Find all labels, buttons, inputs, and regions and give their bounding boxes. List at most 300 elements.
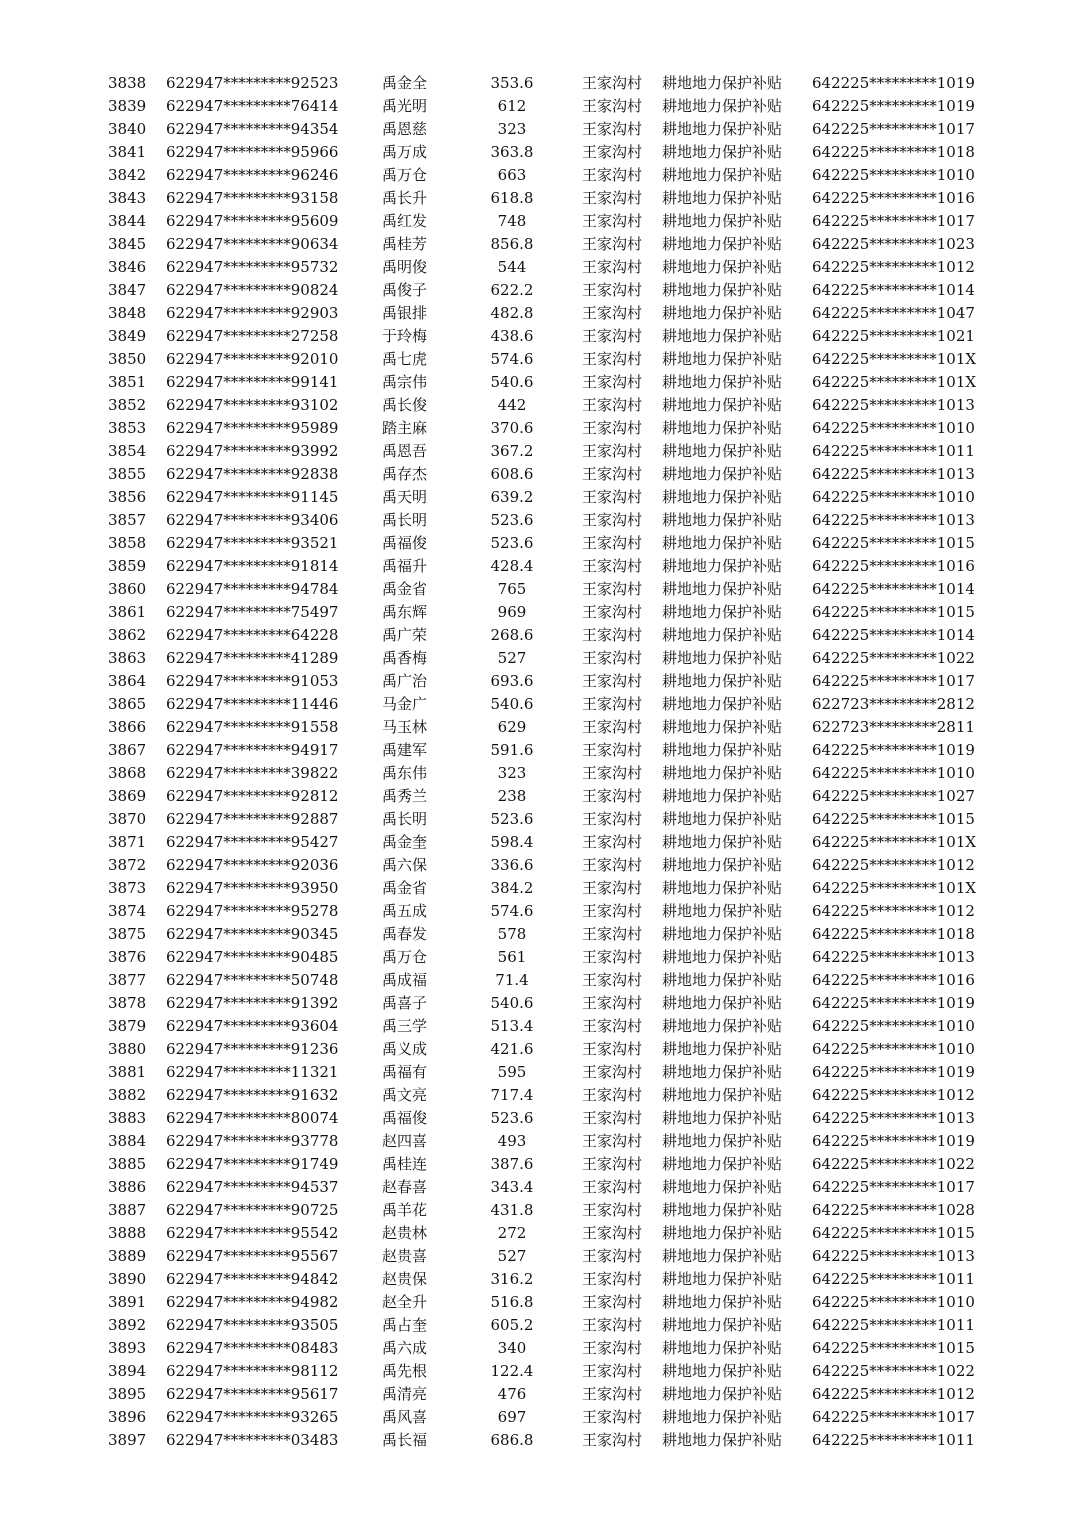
left-margin-cell [0,969,108,992]
village-cell: 王家沟村 [582,1316,643,1334]
id-number-cell: 642225*********1019 [812,74,975,92]
amount-cell: 513.4 [490,1017,534,1035]
subsidy-item-cell: 耕地地力保护补贴 [662,1247,783,1265]
village-cell: 王家沟村 [582,120,643,138]
name-cell: 禹广治 [382,672,428,690]
village-cell: 王家沟村 [582,350,643,368]
left-margin-cell [0,1222,108,1245]
spacer-cell [542,1038,582,1061]
id-number-cell: 622723*********2812 [812,695,975,713]
left-margin-cell [0,693,108,716]
amount-cell: 969 [497,603,527,621]
amount-cell: 639.2 [490,488,534,506]
left-margin-cell [0,946,108,969]
subsidy-item-cell: 耕地地力保护补贴 [662,396,783,414]
id-number-cell: 642225*********1012 [812,1385,975,1403]
name-cell: 马金广 [382,695,428,713]
subsidy-item-cell: 耕地地力保护补贴 [662,649,783,667]
spacer-cell [542,256,582,279]
name-cell: 禹六成 [382,1339,428,1357]
bank-account-cell: 622947*********94842 [166,1270,339,1288]
name-cell: 禹金省 [382,879,428,897]
left-margin-cell [0,509,108,532]
table-row [0,1176,1074,1199]
spacer-cell [542,1199,582,1222]
left-margin-cell [0,716,108,739]
spacer-cell [542,348,582,371]
table-row [0,348,1074,371]
name-cell: 禹俊子 [382,281,428,299]
row-number: 3854 [108,442,147,460]
amount-cell: 336.6 [490,856,534,874]
amount-cell: 605.2 [490,1316,534,1334]
amount-cell: 598.4 [490,833,534,851]
table-row [0,854,1074,877]
amount-cell: 697 [497,1408,527,1426]
spacer-cell [542,624,582,647]
id-number-cell: 642225*********1011 [812,1270,975,1288]
name-cell: 禹红发 [382,212,428,230]
bank-account-cell: 622947*********50748 [166,971,339,989]
table-row [0,808,1074,831]
row-number: 3878 [108,994,147,1012]
spacer-cell [542,164,582,187]
village-cell: 王家沟村 [582,373,643,391]
spacer-cell [542,1222,582,1245]
left-margin-cell [0,1015,108,1038]
name-cell: 赵四喜 [382,1132,428,1150]
spacer-cell [542,1383,582,1406]
table-row [0,1360,1074,1383]
bank-account-cell: 622947*********91632 [166,1086,339,1104]
table-row [0,164,1074,187]
id-number-cell: 642225*********1022 [812,1155,975,1173]
village-cell: 王家沟村 [582,1385,643,1403]
village-cell: 王家沟村 [582,810,643,828]
bank-account-cell: 622947*********93992 [166,442,339,460]
table-row [0,670,1074,693]
table-row [0,1015,1074,1038]
amount-cell: 340 [497,1339,527,1357]
name-cell: 赵贵林 [382,1224,428,1242]
spacer-cell [542,279,582,302]
village-cell: 王家沟村 [582,1040,643,1058]
name-cell: 禹建军 [382,741,428,759]
table-row [0,1268,1074,1291]
subsidy-item-cell: 耕地地力保护补贴 [662,1270,783,1288]
subsidy-item-cell: 耕地地力保护补贴 [662,879,783,897]
amount-cell: 595 [497,1063,527,1081]
bank-account-cell: 622947*********95278 [166,902,339,920]
row-number: 3869 [108,787,147,805]
bank-account-cell: 622947*********92523 [166,74,339,92]
left-margin-cell [0,1383,108,1406]
left-margin-cell [0,1130,108,1153]
left-margin-cell [0,1337,108,1360]
spacer-cell [542,118,582,141]
village-cell: 王家沟村 [582,189,643,207]
bank-account-cell: 622947*********93950 [166,879,339,897]
spacer-cell [542,969,582,992]
subsidy-item-cell: 耕地地力保护补贴 [662,902,783,920]
id-number-cell: 642225*********1013 [812,1109,975,1127]
table-row [0,969,1074,992]
subsidy-item-cell: 耕地地力保护补贴 [662,925,783,943]
village-cell: 王家沟村 [582,879,643,897]
left-margin-cell [0,164,108,187]
spacer-cell [542,463,582,486]
table-row [0,992,1074,1015]
amount-cell: 71.4 [495,971,529,989]
bank-account-cell: 622947*********94982 [166,1293,339,1311]
bank-account-cell: 622947*********94537 [166,1178,339,1196]
name-cell: 禹长明 [382,511,428,529]
subsidy-item-cell: 耕地地力保护补贴 [662,1132,783,1150]
village-cell: 王家沟村 [582,1408,643,1426]
spacer-cell [542,1268,582,1291]
village-cell: 王家沟村 [582,1293,643,1311]
bank-account-cell: 622947*********11321 [166,1063,339,1081]
subsidy-item-cell: 耕地地力保护补贴 [662,120,783,138]
amount-cell: 476 [497,1385,527,1403]
left-margin-cell [0,831,108,854]
row-number: 3894 [108,1362,147,1380]
left-margin-cell [0,739,108,762]
subsidy-item-cell: 耕地地力保护补贴 [662,1017,783,1035]
left-margin-cell [0,486,108,509]
village-cell: 王家沟村 [582,166,643,184]
row-number: 3858 [108,534,147,552]
row-number: 3844 [108,212,147,230]
amount-cell: 748 [497,212,527,230]
row-number: 3881 [108,1063,147,1081]
name-cell: 禹福俊 [382,1109,428,1127]
name-cell: 禹万成 [382,143,428,161]
spacer-cell [542,1314,582,1337]
bank-account-cell: 622947*********92903 [166,304,339,322]
id-number-cell: 642225*********1023 [812,235,975,253]
row-number: 3841 [108,143,147,161]
name-cell: 赵春喜 [382,1178,428,1196]
subsidy-item-cell: 耕地地力保护补贴 [662,764,783,782]
subsidy-item-cell: 耕地地力保护补贴 [662,1408,783,1426]
amount-cell: 693.6 [490,672,534,690]
name-cell: 禹天明 [382,488,428,506]
subsidy-item-cell: 耕地地力保护补贴 [662,488,783,506]
bank-account-cell: 622947*********90725 [166,1201,339,1219]
left-margin-cell [0,785,108,808]
village-cell: 王家沟村 [582,1339,643,1357]
subsidy-item-cell: 耕地地力保护补贴 [662,626,783,644]
subsidy-item-cell: 耕地地力保护补贴 [662,419,783,437]
spacer-cell [542,1084,582,1107]
left-margin-cell [0,877,108,900]
name-cell: 禹成福 [382,971,428,989]
amount-cell: 316.2 [490,1270,534,1288]
bank-account-cell: 622947*********03483 [166,1431,339,1449]
bank-account-cell: 622947*********90634 [166,235,339,253]
bank-account-cell: 622947*********95427 [166,833,339,851]
spacer-cell [542,1107,582,1130]
bank-account-cell: 622947*********41289 [166,649,339,667]
amount-cell: 370.6 [490,419,534,437]
subsidy-item-cell: 耕地地力保护补贴 [662,580,783,598]
row-number: 3868 [108,764,147,782]
bank-account-cell: 622947*********91236 [166,1040,339,1058]
table-row [0,440,1074,463]
name-cell: 禹六保 [382,856,428,874]
village-cell: 王家沟村 [582,534,643,552]
subsidy-item-cell: 耕地地力保护补贴 [662,695,783,713]
id-number-cell: 642225*********1019 [812,741,975,759]
subsidy-item-cell: 耕地地力保护补贴 [662,971,783,989]
amount-cell: 523.6 [490,534,534,552]
row-number: 3855 [108,465,147,483]
id-number-cell: 642225*********1016 [812,189,975,207]
village-cell: 王家沟村 [582,212,643,230]
bank-account-cell: 622947*********96246 [166,166,339,184]
left-margin-cell [0,1291,108,1314]
name-cell: 禹羊花 [382,1201,428,1219]
spacer-cell [542,854,582,877]
village-cell: 王家沟村 [582,1178,643,1196]
amount-cell: 578 [497,925,527,943]
name-cell: 禹文亮 [382,1086,428,1104]
left-margin-cell [0,141,108,164]
bank-account-cell: 622947*********92887 [166,810,339,828]
subsidy-item-cell: 耕地地力保护补贴 [662,718,783,736]
left-margin-cell [0,95,108,118]
table-row [0,394,1074,417]
id-number-cell: 642225*********1010 [812,1017,975,1035]
id-number-cell: 642225*********1016 [812,557,975,575]
id-number-cell: 642225*********1019 [812,994,975,1012]
row-number: 3857 [108,511,147,529]
left-margin-cell [0,210,108,233]
spacer-cell [542,1429,582,1452]
table-row [0,1222,1074,1245]
id-number-cell: 642225*********1028 [812,1201,975,1219]
village-cell: 王家沟村 [582,1431,643,1449]
village-cell: 王家沟村 [582,1132,643,1150]
row-number: 3892 [108,1316,147,1334]
id-number-cell: 642225*********101X [812,879,977,897]
row-number: 3872 [108,856,147,874]
row-number: 3890 [108,1270,147,1288]
amount-cell: 544 [497,258,527,276]
spacer-cell [542,187,582,210]
village-cell: 王家沟村 [582,304,643,322]
amount-cell: 523.6 [490,511,534,529]
left-margin-cell [0,233,108,256]
bank-account-cell: 622947*********76414 [166,97,339,115]
name-cell: 禹长俊 [382,396,428,414]
spacer-cell [542,1291,582,1314]
table-row [0,900,1074,923]
subsidy-item-cell: 耕地地力保护补贴 [662,143,783,161]
left-margin-cell [0,1153,108,1176]
row-number: 3888 [108,1224,147,1242]
left-margin-cell [0,808,108,831]
id-number-cell: 642225*********1019 [812,1063,975,1081]
spacer-cell [542,532,582,555]
spacer-cell [542,1153,582,1176]
subsidy-item-cell: 耕地地力保护补贴 [662,442,783,460]
name-cell: 赵全升 [382,1293,428,1311]
amount-cell: 353.6 [490,74,534,92]
id-number-cell: 642225*********1011 [812,1431,975,1449]
left-margin-cell [0,463,108,486]
table-row [0,141,1074,164]
amount-cell: 343.4 [490,1178,534,1196]
spacer-cell [542,716,582,739]
table-row [0,1199,1074,1222]
bank-account-cell: 622947*********95567 [166,1247,339,1265]
amount-cell: 421.6 [490,1040,534,1058]
table-row [0,72,1074,95]
village-cell: 王家沟村 [582,1155,643,1173]
bank-account-cell: 622947*********93406 [166,511,339,529]
id-number-cell: 642225*********1010 [812,488,975,506]
left-margin-cell [0,923,108,946]
bank-account-cell: 622947*********99141 [166,373,339,391]
table-row [0,371,1074,394]
row-number: 3845 [108,235,147,253]
id-number-cell: 642225*********1012 [812,902,975,920]
row-number: 3852 [108,396,147,414]
id-number-cell: 642225*********1012 [812,856,975,874]
subsidy-item-cell: 耕地地力保护补贴 [662,557,783,575]
village-cell: 王家沟村 [582,603,643,621]
table-row [0,256,1074,279]
table-row [0,325,1074,348]
id-number-cell: 642225*********1017 [812,672,975,690]
bank-account-cell: 622947*********95617 [166,1385,339,1403]
name-cell: 禹万仓 [382,166,428,184]
left-margin-cell [0,1061,108,1084]
subsidy-item-cell: 耕地地力保护补贴 [662,212,783,230]
spacer-cell [542,141,582,164]
id-number-cell: 642225*********1017 [812,1408,975,1426]
row-number: 3850 [108,350,147,368]
row-number: 3838 [108,74,147,92]
row-number: 3889 [108,1247,147,1265]
subsidy-item-cell: 耕地地力保护补贴 [662,856,783,874]
row-number: 3846 [108,258,147,276]
bank-account-cell: 622947*********95542 [166,1224,339,1242]
subsidy-item-cell: 耕地地力保护补贴 [662,833,783,851]
spacer-cell [542,302,582,325]
village-cell: 王家沟村 [582,925,643,943]
table-row [0,187,1074,210]
id-number-cell: 642225*********1019 [812,97,975,115]
row-number: 3853 [108,419,147,437]
subsidy-item-cell: 耕地地力保护补贴 [662,1155,783,1173]
table-row [0,739,1074,762]
row-number: 3891 [108,1293,147,1311]
amount-cell: 363.8 [490,143,534,161]
spacer-cell [542,946,582,969]
bank-account-cell: 622947*********90345 [166,925,339,943]
name-cell: 禹恩吾 [382,442,428,460]
row-number: 3865 [108,695,147,713]
left-margin-cell [0,417,108,440]
row-number: 3849 [108,327,147,345]
left-margin-cell [0,647,108,670]
spacer-cell [542,509,582,532]
spacer-cell [542,578,582,601]
name-cell: 禹福俊 [382,534,428,552]
subsidy-item-cell: 耕地地力保护补贴 [662,235,783,253]
bank-account-cell: 622947*********95609 [166,212,339,230]
amount-cell: 238 [497,787,527,805]
left-margin-cell [0,256,108,279]
amount-cell: 527 [497,649,527,667]
bank-account-cell: 622947*********93505 [166,1316,339,1334]
bank-account-cell: 622947*********80074 [166,1109,339,1127]
name-cell: 禹宗伟 [382,373,428,391]
subsidy-sheet [0,72,1074,1452]
amount-cell: 323 [497,120,527,138]
left-margin-cell [0,279,108,302]
name-cell: 禹桂连 [382,1155,428,1173]
village-cell: 王家沟村 [582,327,643,345]
spacer-cell [542,1245,582,1268]
id-number-cell: 642225*********1013 [812,948,975,966]
amount-cell: 540.6 [490,373,534,391]
bank-account-cell: 622947*********95966 [166,143,339,161]
bank-account-cell: 622947*********91814 [166,557,339,575]
subsidy-item-cell: 耕地地力保护补贴 [662,810,783,828]
subsidy-item-cell: 耕地地力保护补贴 [662,741,783,759]
spacer-cell [542,1130,582,1153]
row-number: 3851 [108,373,147,391]
left-margin-cell [0,371,108,394]
table-row [0,1429,1074,1452]
id-number-cell: 642225*********1010 [812,764,975,782]
village-cell: 王家沟村 [582,672,643,690]
table-row [0,210,1074,233]
amount-cell: 618.8 [490,189,534,207]
row-number: 3862 [108,626,147,644]
row-number: 3847 [108,281,147,299]
subsidy-item-cell: 耕地地力保护补贴 [662,304,783,322]
spacer-cell [542,1360,582,1383]
table-row [0,509,1074,532]
village-cell: 王家沟村 [582,626,643,644]
table-row [0,1314,1074,1337]
amount-cell: 323 [497,764,527,782]
bank-account-cell: 622947*********92010 [166,350,339,368]
row-number: 3879 [108,1017,147,1035]
left-margin-cell [0,1084,108,1107]
row-number: 3856 [108,488,147,506]
id-number-cell: 642225*********1010 [812,1293,975,1311]
spacer-cell [542,210,582,233]
spacer-cell [542,831,582,854]
table-row [0,1406,1074,1429]
village-cell: 王家沟村 [582,1224,643,1242]
left-margin-cell [0,555,108,578]
amount-cell: 608.6 [490,465,534,483]
village-cell: 王家沟村 [582,258,643,276]
village-cell: 王家沟村 [582,764,643,782]
spacer-cell [542,601,582,624]
table-row [0,647,1074,670]
spacer-cell [542,647,582,670]
bank-account-cell: 622947*********93604 [166,1017,339,1035]
id-number-cell: 642225*********1018 [812,925,975,943]
